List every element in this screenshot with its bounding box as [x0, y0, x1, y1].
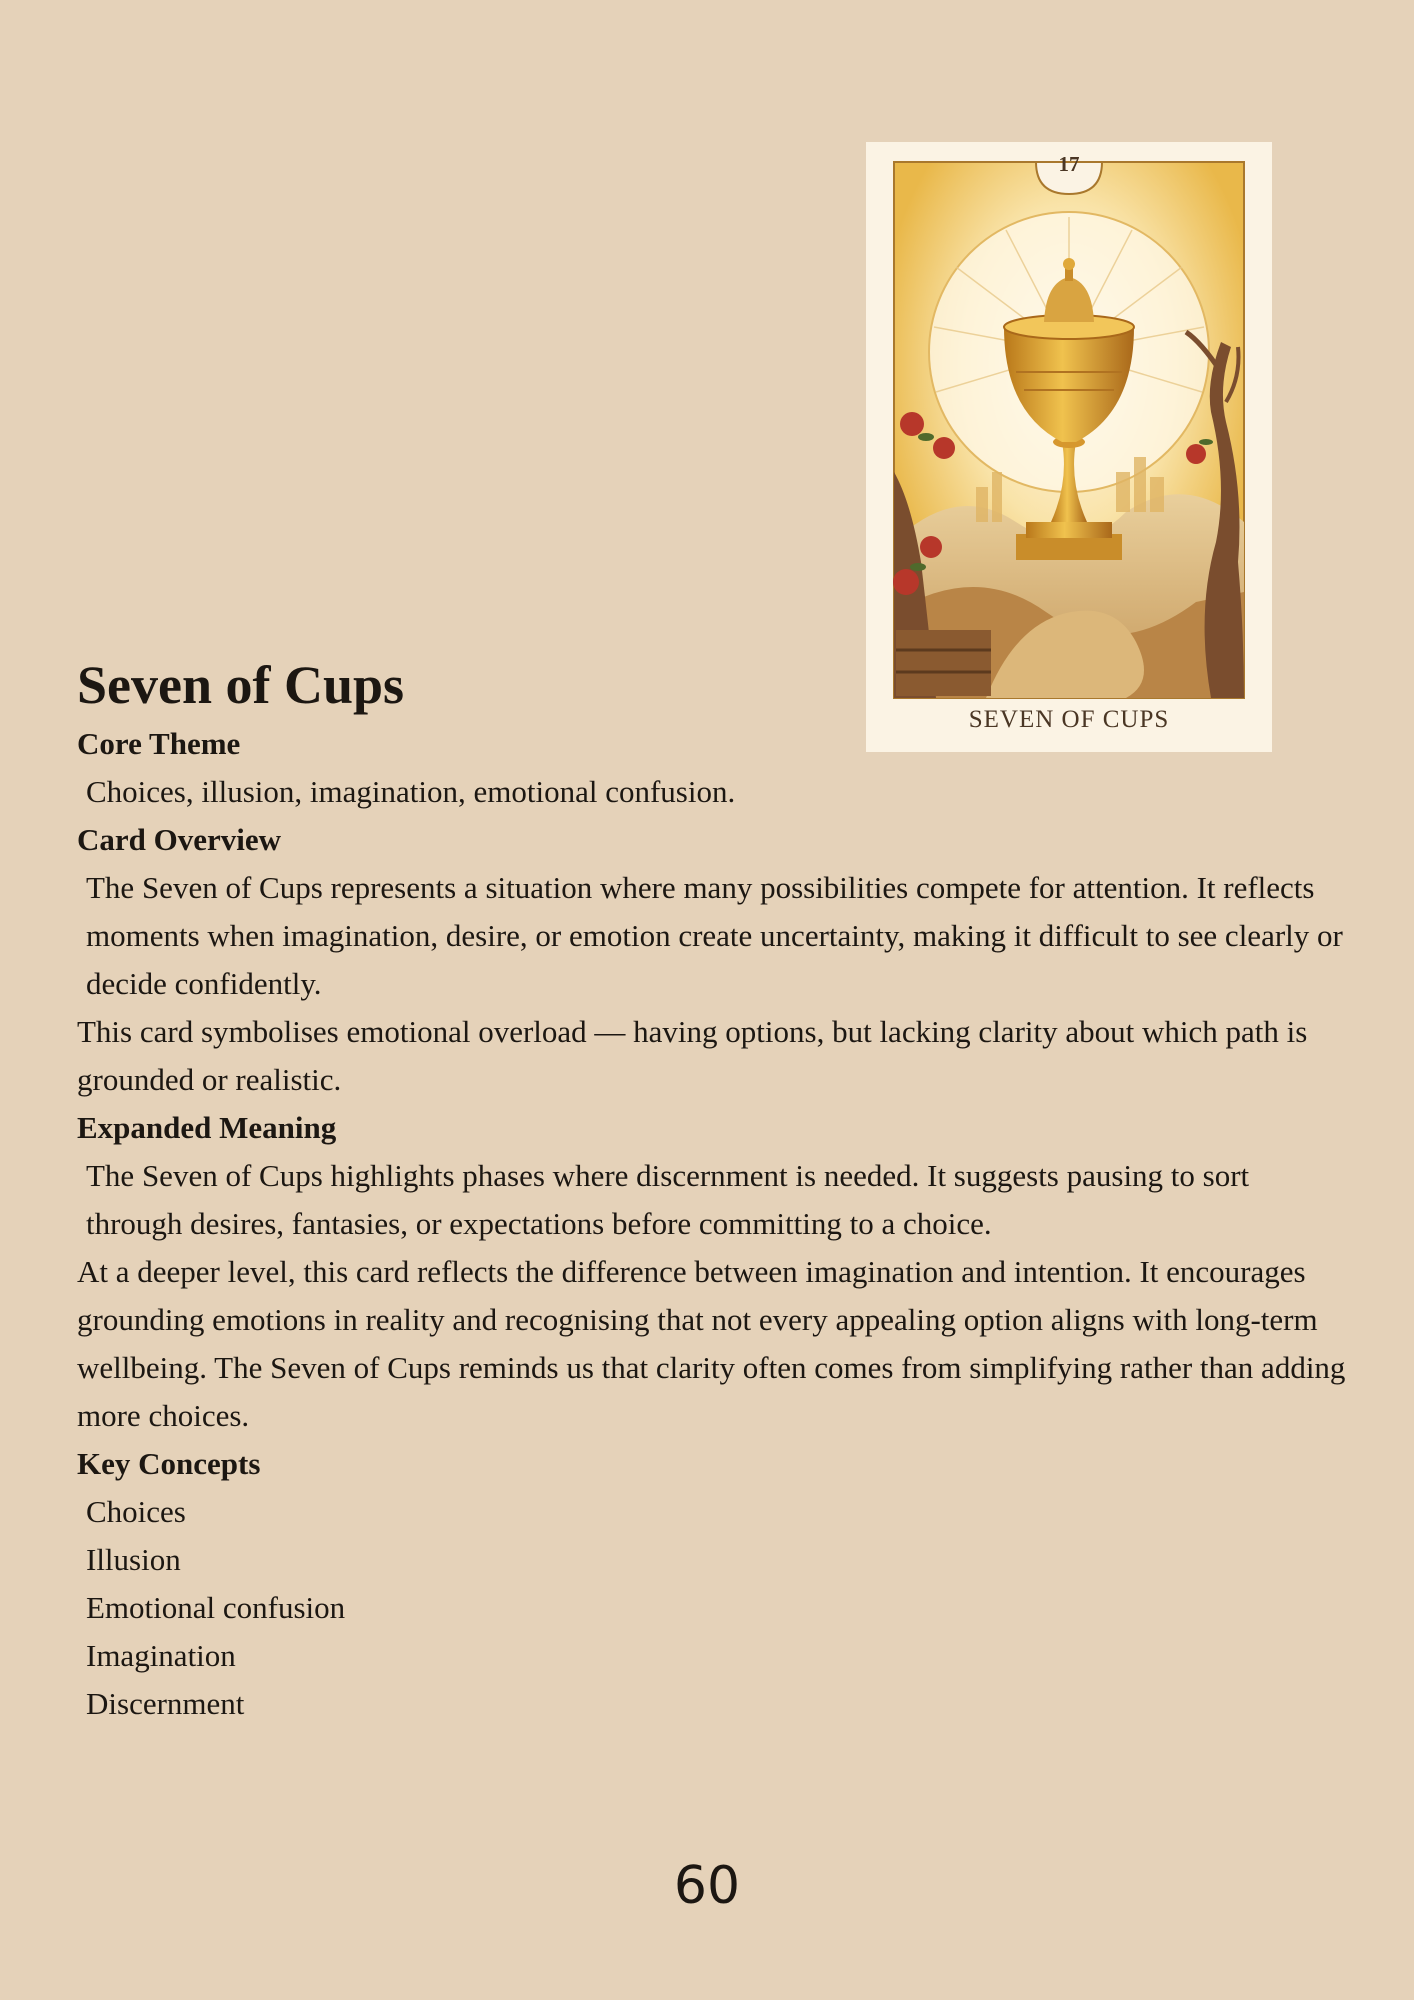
page-title: Seven of Cups — [77, 655, 405, 715]
card-overview-heading: Card Overview — [77, 822, 282, 857]
card-number: 17 — [1058, 152, 1080, 176]
page-number: 60 — [673, 1856, 741, 1916]
core-theme-heading: Core Theme — [77, 726, 241, 761]
core-theme-text: Choices, illusion, imagination, emotional confusion. — [86, 774, 736, 809]
list-item: Emotional confusion — [86, 1590, 346, 1625]
card-overview-paragraph: This card symbolises emotional overload — having options, but lacking clarity about which path is grounded or realistic. — [77, 1014, 1308, 1097]
list-item: Imagination — [86, 1638, 236, 1673]
main-content — [77, 650, 1347, 1728]
expanded-meaning-heading: Expanded Meaning — [77, 1110, 337, 1145]
expanded-meaning-paragraph: The Seven of Cups highlights phases where discernment is needed. It suggests pausing to sort through desires, fantasies, or expectations before committing to a choice. — [86, 1158, 1250, 1241]
card-caption: SEVEN OF CUPS — [968, 706, 1170, 733]
expanded-meaning-paragraph: At a deeper level, this card reflects the difference between imagination and intention. It encourages grounding emotions in reality and recognising that not every appealing option aligns with long-term wellbeing. The Seven of Cups reminds us that clarity often comes from simplifying rather than adding more choices. — [77, 1254, 1346, 1433]
list-item: Illusion — [86, 1542, 181, 1577]
list-item: Choices — [86, 1494, 186, 1529]
list-item: Discernment — [86, 1686, 245, 1721]
key-concepts-list — [77, 1488, 1347, 1728]
key-concepts-heading: Key Concepts — [77, 1446, 261, 1481]
card-overview-paragraph: The Seven of Cups represents a situation where many possibilities compete for attention. It reflects moments when imagination, desire, or emotion create uncertainty, making it difficult to see clearly or decide confidently. — [86, 870, 1343, 1001]
